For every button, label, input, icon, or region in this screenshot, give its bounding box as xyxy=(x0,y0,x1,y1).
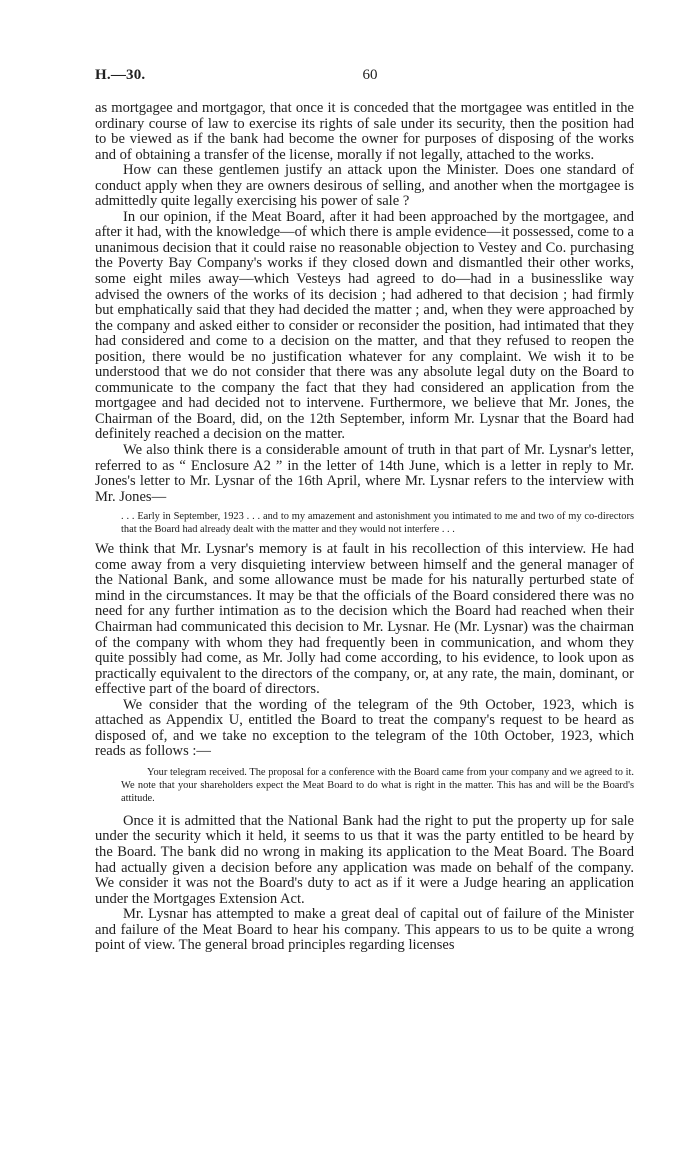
paragraph-national-bank: Once it is admitted that the National Bank had the right to put the property up for sale under the security which it held, it seems to us that it was the party entitled to be heard by the Board. The bank did no wrong in making its application to the Meat Board. The Board had actually given a decision before any application was made on behalf of the company. We consider it was not the Board's duty to act as if it were a Judge hearing an application under the Mortgages Extension Act. xyxy=(95,812,634,907)
quotation-lysnar: . . . Early in September, 1923 . . . and to my amazement and astonishment you intimated to me and two of my co-directors that the Board had already dealt with the matter and they would not interfere . . . xyxy=(121,511,634,536)
paragraph-lysnar-letter: We also think there is a considerable amount of truth in that part of Mr. Lysnar's letter, referred to as “ Enclosure A2 ” in the letter of 14th June, which is a letter in reply to Mr. Jones's letter to Mr. Lysnar of the 16th April, where Mr. Lysnar refers to the interview with Mr. Jones— xyxy=(95,442,634,505)
paragraph-telegram: We consider that the wording of the telegram of the 9th October, 1923, which is attached as Appendix U, entitled the Board to treat the company's request to be heard as disposed of, and we take no exception to the telegram of the 10th October, 1923, which reads as follows :— xyxy=(95,696,634,760)
paragraph-opinion: In our opinion, if the Meat Board, after it had been approached by the mortgagee, and after it had, with the knowledge—of which there is ample evidence—it possessed, come to a unanimous decision that it could raise no reasonable objection to Vestey and Co. purchasing the Poverty Bay Company's works if they closed down and dismantled their other works, some eight miles away—which Vesteys had agreed to do—had in a businesslike way advised the owners of the works of its decision ; had adhered to that decision ; had firmly but emphatically said that they had decided the matter ; and, when they were approached by the company and asked either to consider or reconsider the position, had intimated that they had considered and come to a decision on the matter, and that they refused to reopen the position, there would be no justification whatever for any complaint. We wish it to be understood that we do not consider that there was any absolute legal duty on the Board to communicate to the company the fact that they had considered an application from the mortgagee and had decided not to intervene. Furthermore, we believe that Mr. Jones, the Chairman of the Board, did, on the 12th September, inform Mr. Lysnar that the Board had definitely reached a decision on the matter. xyxy=(95,208,634,443)
document-reference: H.—30. xyxy=(95,67,146,83)
paragraph-minister-attack: How can these gentlemen justify an attack upon the Minister. Does one standard of conduct apply when they are owners desirous of selling, and another when the mortgagee is admittedly quite legally exercising his power of sale ? xyxy=(95,162,634,210)
page-header xyxy=(95,68,634,86)
quotation-telegram: Your telegram received. The proposal for a conference with the Board came from your company and we agreed to it. We note that your shareholders expect the Meat Board to do what is right in the matter. This has and will be the Board's attitude. xyxy=(121,766,634,804)
page-number: 60 xyxy=(362,67,378,83)
paragraph-memory: We think that Mr. Lysnar's memory is at fault in his recollection of this interview. He had come away from a very disquieting interview between himself and the general manager of the National Bank, and some allowance must be made for his naturally perturbed state of mind in the circumstances. It may be that the officials of the Board considered there was no need for any further intimation as to the decision which the Board had reached when their Chairman had communicated this decision to Mr. Lysnar. He (Mr. Lysnar) was the chairman of the company with whom they had frequently been in communication, and whom they quite possibly had come, as Mr. Jolly had come according, to his evidence, to look upon as practically equivalent to the directors of the company, or, at any rate, the main, dominant, or effective part of the board of directors. xyxy=(95,541,634,698)
paragraph-capital: Mr. Lysnar has attempted to make a great deal of capital out of failure of the Minister and failure of the Meat Board to hear his company. This appears to us to be quite a wrong point of view. The general broad principles regarding licenses xyxy=(95,906,634,954)
paragraph-continuation: as mortgagee and mortgagor, that once it is conceded that the mortgagee was entitled in the ordinary course of law to exercise its rights of sale under its security, then the position had to be viewed as if the bank had become the owner for purposes of disposing of the works and of obtaining a transfer of the license, morally if not legally, attached to the works. xyxy=(95,100,634,163)
